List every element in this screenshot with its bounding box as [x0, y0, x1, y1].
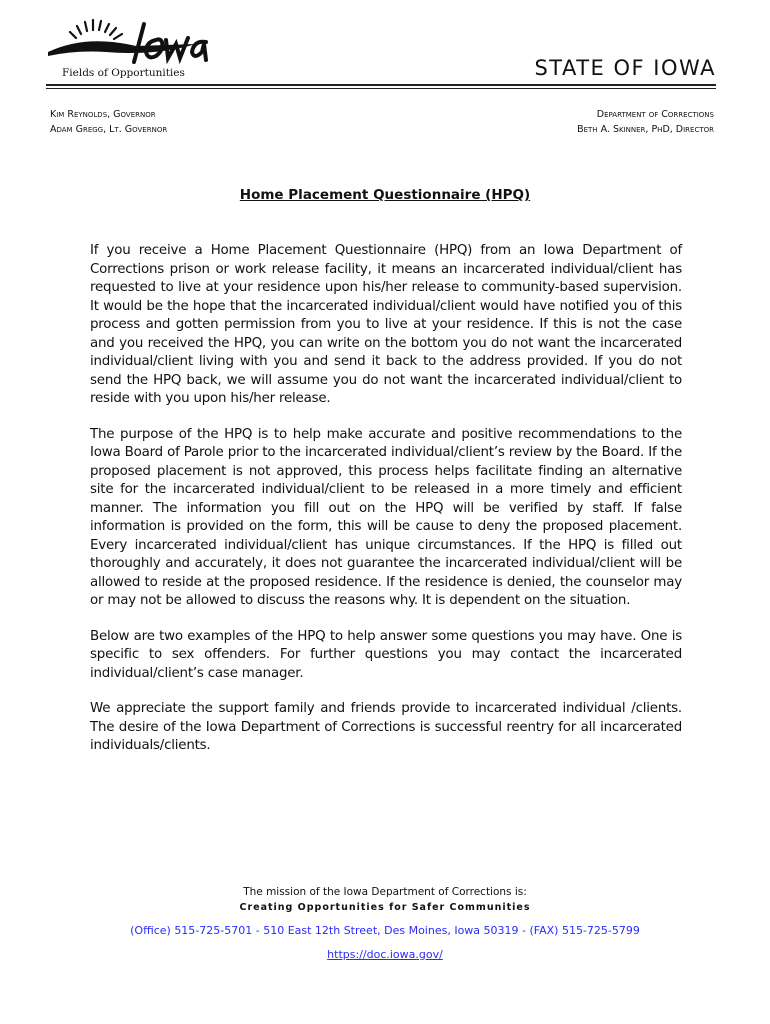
state-of-iowa-heading: STATE OF IOWA [534, 56, 716, 80]
governor-name: Kim Reynolds, Governor [50, 109, 156, 120]
paragraph: If you receive a Home Placement Questionnaire (HPQ) from an Iowa Department of Corrections prison or work release facility, it means an incarcerated individual/client has requested to live at your residence upon his/her release to community-based supervision. It would be the hope that the incarcerated individual/client would have notified you of this process and gotten permission from you to live at your residence. If this is not the case and you received the HPQ, you can write on the bottom you do not want the incarcerated individual/client living with you and send it back to the address provided. If you do not send the HPQ back, we will assume you do not want the incarcerated individual/client to reside with you upon his/her release. [90, 243, 682, 406]
letter-body [90, 242, 682, 773]
paragraph: We appreciate the support family and friends provide to incarcerated individual /clients. The desire of the Iowa Department of Corrections is successful reentry for all incarcerated individuals/clients. [90, 701, 682, 753]
director-name: Beth A. Skinner, PhD, Director [577, 124, 714, 135]
department-name: Department of Corrections [596, 109, 714, 120]
mission-intro: The mission of the Iowa Department of Corrections is: [243, 886, 527, 898]
department-block [577, 107, 714, 137]
page-title: Home Placement Questionnaire (HPQ) [239, 187, 531, 203]
paragraph: Below are two examples of the HPQ to help answer some questions you may have. One is specific to sex offenders. For further questions you may contact the incarcerated individual/client’s case manager. [90, 628, 682, 681]
paragraph: The purpose of the HPQ is to help make accurate and positive recommendations to the Iowa Board of Parole prior to the incarcerated individual/client’s review by the Board. If the proposed placement is not approved, this process helps facilitate finding an alternative site for the incarcerated individual/client to be released in a more timely and efficient manner. The information you fill out on the HPQ will be verified by staff. If false information is provided on the form, this will be cause to deny the proposed placement. Every incarcerated individual/client has unique circumstances. If the HPQ is filled out thoroughly and accurately, it does not guarantee the incarcerated individual/client will be allowed to reside at the proposed residence. If the residence is denied, the counselor may or may not be allowed to discuss the reasons why. It is dependent on the situation. [90, 426, 682, 608]
iowa-logo [46, 16, 216, 64]
website-link[interactable]: https://doc.iowa.gov/ [327, 948, 443, 961]
mission-statement: Creating Opportunities for Safer Communities [239, 902, 531, 913]
governor-block [50, 107, 167, 137]
lt-governor-name: Adam Gregg, Lt. Governor [50, 124, 168, 135]
logo-tagline: Fields of Opportunities [62, 67, 185, 79]
header-rule [46, 84, 716, 86]
contact-address: (Office) 515-725-5701 - 510 East 12th Street, Des Moines, Iowa 50319 - (FAX) 515-725-5799 [130, 924, 640, 937]
header-rule-thin [46, 88, 716, 89]
